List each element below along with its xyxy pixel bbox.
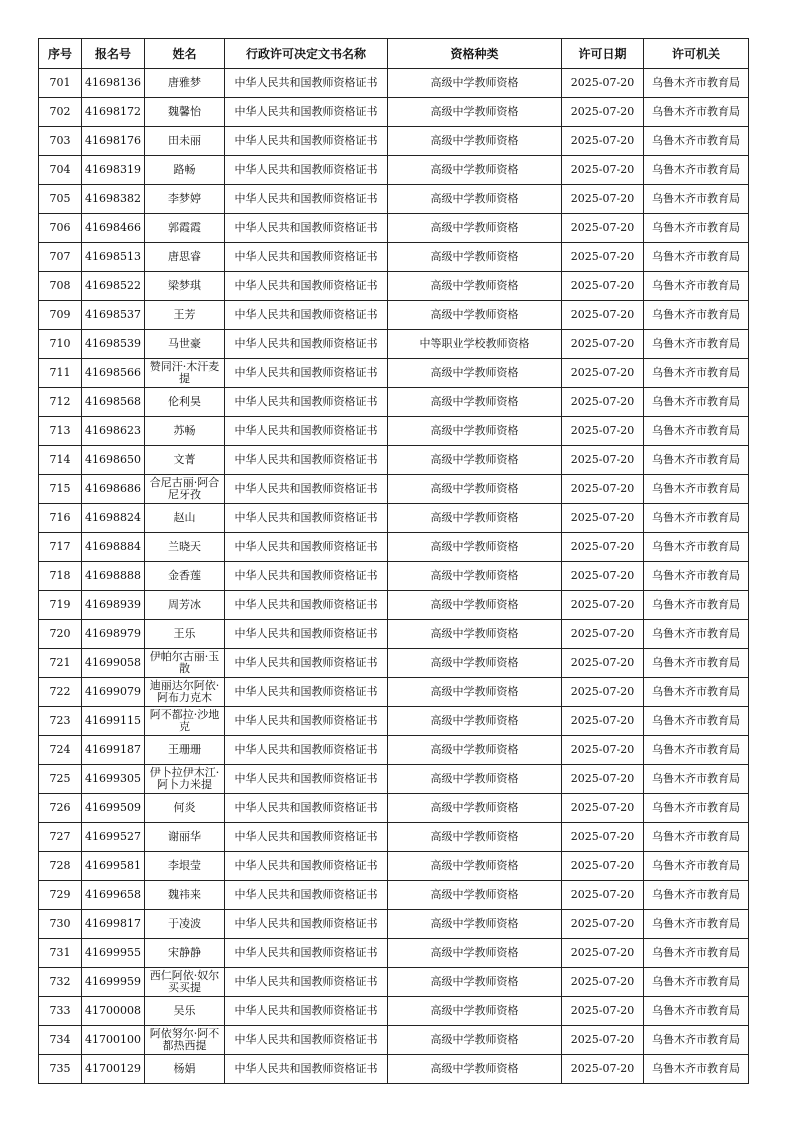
cell-license-date: 2025-07-20 bbox=[562, 156, 644, 185]
cell-document-name: 中华人民共和国教师资格证书 bbox=[225, 852, 388, 881]
cell-license-authority: 乌鲁木齐市教育局 bbox=[644, 678, 749, 707]
cell-name: 郭霞霞 bbox=[145, 214, 225, 243]
cell-license-date: 2025-07-20 bbox=[562, 475, 644, 504]
cell-name: 伦利昊 bbox=[145, 388, 225, 417]
cell-registration-number: 41698513 bbox=[82, 243, 145, 272]
col-header-document-name: 行政许可决定文书名称 bbox=[225, 39, 388, 69]
cell-name: 李梦婷 bbox=[145, 185, 225, 214]
cell-name: 吴乐 bbox=[145, 997, 225, 1026]
cell-document-name: 中华人民共和国教师资格证书 bbox=[225, 243, 388, 272]
cell-document-name: 中华人民共和国教师资格证书 bbox=[225, 881, 388, 910]
cell-index: 708 bbox=[39, 272, 82, 301]
cell-license-authority: 乌鲁木齐市教育局 bbox=[644, 243, 749, 272]
cell-name: 西仁阿依·奴尔买买提 bbox=[145, 968, 225, 997]
table-row bbox=[39, 1055, 749, 1084]
cell-license-authority: 乌鲁木齐市教育局 bbox=[644, 591, 749, 620]
table-row bbox=[39, 533, 749, 562]
cell-document-name: 中华人民共和国教师资格证书 bbox=[225, 504, 388, 533]
cell-qualification-type: 中等职业学校教师资格 bbox=[388, 330, 562, 359]
cell-qualification-type: 高级中学教师资格 bbox=[388, 881, 562, 910]
cell-index: 720 bbox=[39, 620, 82, 649]
cell-qualification-type: 高级中学教师资格 bbox=[388, 272, 562, 301]
table-row bbox=[39, 997, 749, 1026]
cell-document-name: 中华人民共和国教师资格证书 bbox=[225, 69, 388, 98]
cell-document-name: 中华人民共和国教师资格证书 bbox=[225, 591, 388, 620]
cell-registration-number: 41698623 bbox=[82, 417, 145, 446]
cell-registration-number: 41698466 bbox=[82, 214, 145, 243]
cell-document-name: 中华人民共和国教师资格证书 bbox=[225, 533, 388, 562]
cell-document-name: 中华人民共和国教师资格证书 bbox=[225, 823, 388, 852]
cell-license-date: 2025-07-20 bbox=[562, 504, 644, 533]
cell-license-date: 2025-07-20 bbox=[562, 1055, 644, 1084]
cell-index: 725 bbox=[39, 765, 82, 794]
cell-registration-number: 41698979 bbox=[82, 620, 145, 649]
cell-license-date: 2025-07-20 bbox=[562, 98, 644, 127]
cell-name: 合尼古丽·阿合尼牙孜 bbox=[145, 475, 225, 504]
cell-qualification-type: 高级中学教师资格 bbox=[388, 69, 562, 98]
cell-license-date: 2025-07-20 bbox=[562, 185, 644, 214]
cell-name: 王珊珊 bbox=[145, 736, 225, 765]
cell-license-date: 2025-07-20 bbox=[562, 562, 644, 591]
cell-license-date: 2025-07-20 bbox=[562, 939, 644, 968]
cell-document-name: 中华人民共和国教师资格证书 bbox=[225, 968, 388, 997]
cell-index: 712 bbox=[39, 388, 82, 417]
cell-name: 赵山 bbox=[145, 504, 225, 533]
cell-index: 706 bbox=[39, 214, 82, 243]
cell-license-date: 2025-07-20 bbox=[562, 823, 644, 852]
cell-document-name: 中华人民共和国教师资格证书 bbox=[225, 649, 388, 678]
cell-license-date: 2025-07-20 bbox=[562, 765, 644, 794]
cell-qualification-type: 高级中学教师资格 bbox=[388, 794, 562, 823]
cell-license-authority: 乌鲁木齐市教育局 bbox=[644, 968, 749, 997]
cell-registration-number: 41698650 bbox=[82, 446, 145, 475]
cell-qualification-type: 高级中学教师资格 bbox=[388, 910, 562, 939]
cell-license-authority: 乌鲁木齐市教育局 bbox=[644, 475, 749, 504]
cell-index: 716 bbox=[39, 504, 82, 533]
cell-document-name: 中华人民共和国教师资格证书 bbox=[225, 417, 388, 446]
cell-document-name: 中华人民共和国教师资格证书 bbox=[225, 98, 388, 127]
cell-document-name: 中华人民共和国教师资格证书 bbox=[225, 707, 388, 736]
cell-qualification-type: 高级中学教师资格 bbox=[388, 678, 562, 707]
cell-license-authority: 乌鲁木齐市教育局 bbox=[644, 997, 749, 1026]
cell-license-authority: 乌鲁木齐市教育局 bbox=[644, 98, 749, 127]
cell-qualification-type: 高级中学教师资格 bbox=[388, 533, 562, 562]
cell-qualification-type: 高级中学教师资格 bbox=[388, 765, 562, 794]
cell-license-authority: 乌鲁木齐市教育局 bbox=[644, 417, 749, 446]
cell-registration-number: 41698319 bbox=[82, 156, 145, 185]
cell-qualification-type: 高级中学教师资格 bbox=[388, 939, 562, 968]
cell-index: 733 bbox=[39, 997, 82, 1026]
cell-qualification-type: 高级中学教师资格 bbox=[388, 620, 562, 649]
cell-registration-number: 41700008 bbox=[82, 997, 145, 1026]
cell-name: 周芳冰 bbox=[145, 591, 225, 620]
table-row bbox=[39, 504, 749, 533]
cell-index: 735 bbox=[39, 1055, 82, 1084]
cell-index: 721 bbox=[39, 649, 82, 678]
cell-index: 730 bbox=[39, 910, 82, 939]
cell-license-date: 2025-07-20 bbox=[562, 968, 644, 997]
cell-qualification-type: 高级中学教师资格 bbox=[388, 185, 562, 214]
cell-document-name: 中华人民共和国教师资格证书 bbox=[225, 214, 388, 243]
cell-registration-number: 41699817 bbox=[82, 910, 145, 939]
cell-document-name: 中华人民共和国教师资格证书 bbox=[225, 185, 388, 214]
table-row bbox=[39, 794, 749, 823]
col-header-qualification-type: 资格种类 bbox=[388, 39, 562, 69]
cell-license-authority: 乌鲁木齐市教育局 bbox=[644, 388, 749, 417]
cell-qualification-type: 高级中学教师资格 bbox=[388, 968, 562, 997]
table-row bbox=[39, 156, 749, 185]
cell-license-authority: 乌鲁木齐市教育局 bbox=[644, 736, 749, 765]
cell-qualification-type: 高级中学教师资格 bbox=[388, 823, 562, 852]
cell-index: 717 bbox=[39, 533, 82, 562]
cell-qualification-type: 高级中学教师资格 bbox=[388, 446, 562, 475]
table-row bbox=[39, 736, 749, 765]
cell-index: 710 bbox=[39, 330, 82, 359]
cell-document-name: 中华人民共和国教师资格证书 bbox=[225, 910, 388, 939]
cell-name: 马世豪 bbox=[145, 330, 225, 359]
table-row bbox=[39, 330, 749, 359]
cell-index: 731 bbox=[39, 939, 82, 968]
col-header-name: 姓名 bbox=[145, 39, 225, 69]
cell-registration-number: 41698824 bbox=[82, 504, 145, 533]
cell-index: 724 bbox=[39, 736, 82, 765]
cell-registration-number: 41698566 bbox=[82, 359, 145, 388]
cell-qualification-type: 高级中学教师资格 bbox=[388, 562, 562, 591]
cell-index: 713 bbox=[39, 417, 82, 446]
table-body bbox=[39, 69, 749, 1084]
table-row bbox=[39, 69, 749, 98]
cell-license-date: 2025-07-20 bbox=[562, 736, 644, 765]
cell-document-name: 中华人民共和国教师资格证书 bbox=[225, 475, 388, 504]
cell-name: 文菁 bbox=[145, 446, 225, 475]
cell-name: 伊帕尔古丽·玉散 bbox=[145, 649, 225, 678]
cell-license-date: 2025-07-20 bbox=[562, 997, 644, 1026]
cell-index: 709 bbox=[39, 301, 82, 330]
cell-license-authority: 乌鲁木齐市教育局 bbox=[644, 533, 749, 562]
cell-registration-number: 41698382 bbox=[82, 185, 145, 214]
cell-name: 唐思睿 bbox=[145, 243, 225, 272]
cell-registration-number: 41698136 bbox=[82, 69, 145, 98]
cell-license-authority: 乌鲁木齐市教育局 bbox=[644, 1026, 749, 1055]
cell-name: 迪丽达尔阿依·阿布力克木 bbox=[145, 678, 225, 707]
cell-registration-number: 41698686 bbox=[82, 475, 145, 504]
cell-registration-number: 41699527 bbox=[82, 823, 145, 852]
cell-license-authority: 乌鲁木齐市教育局 bbox=[644, 939, 749, 968]
cell-license-authority: 乌鲁木齐市教育局 bbox=[644, 69, 749, 98]
cell-license-date: 2025-07-20 bbox=[562, 127, 644, 156]
cell-license-date: 2025-07-20 bbox=[562, 388, 644, 417]
cell-license-date: 2025-07-20 bbox=[562, 417, 644, 446]
cell-license-authority: 乌鲁木齐市教育局 bbox=[644, 707, 749, 736]
cell-name: 王乐 bbox=[145, 620, 225, 649]
table-row bbox=[39, 707, 749, 736]
cell-license-authority: 乌鲁木齐市教育局 bbox=[644, 272, 749, 301]
table-row bbox=[39, 910, 749, 939]
cell-license-date: 2025-07-20 bbox=[562, 301, 644, 330]
cell-qualification-type: 高级中学教师资格 bbox=[388, 997, 562, 1026]
cell-qualification-type: 高级中学教师资格 bbox=[388, 417, 562, 446]
cell-license-authority: 乌鲁木齐市教育局 bbox=[644, 852, 749, 881]
cell-license-authority: 乌鲁木齐市教育局 bbox=[644, 185, 749, 214]
cell-document-name: 中华人民共和国教师资格证书 bbox=[225, 127, 388, 156]
cell-document-name: 中华人民共和国教师资格证书 bbox=[225, 301, 388, 330]
cell-registration-number: 41699955 bbox=[82, 939, 145, 968]
cell-qualification-type: 高级中学教师资格 bbox=[388, 1055, 562, 1084]
cell-license-authority: 乌鲁木齐市教育局 bbox=[644, 765, 749, 794]
cell-license-authority: 乌鲁木齐市教育局 bbox=[644, 649, 749, 678]
cell-index: 707 bbox=[39, 243, 82, 272]
cell-registration-number: 41699509 bbox=[82, 794, 145, 823]
cell-registration-number: 41698522 bbox=[82, 272, 145, 301]
cell-name: 路畅 bbox=[145, 156, 225, 185]
cell-index: 704 bbox=[39, 156, 82, 185]
cell-registration-number: 41698176 bbox=[82, 127, 145, 156]
cell-name: 谢丽华 bbox=[145, 823, 225, 852]
table-row bbox=[39, 243, 749, 272]
cell-index: 726 bbox=[39, 794, 82, 823]
table-row bbox=[39, 562, 749, 591]
table-row bbox=[39, 1026, 749, 1055]
col-header-license-date: 许可日期 bbox=[562, 39, 644, 69]
table-row bbox=[39, 765, 749, 794]
cell-name: 苏畅 bbox=[145, 417, 225, 446]
cell-qualification-type: 高级中学教师资格 bbox=[388, 98, 562, 127]
table-row bbox=[39, 127, 749, 156]
cell-name: 魏祎来 bbox=[145, 881, 225, 910]
cell-license-authority: 乌鲁木齐市教育局 bbox=[644, 823, 749, 852]
table-row bbox=[39, 185, 749, 214]
cell-license-authority: 乌鲁木齐市教育局 bbox=[644, 562, 749, 591]
table-row bbox=[39, 852, 749, 881]
cell-name: 赞同汗·木汗麦提 bbox=[145, 359, 225, 388]
cell-index: 718 bbox=[39, 562, 82, 591]
cell-registration-number: 41698537 bbox=[82, 301, 145, 330]
cell-qualification-type: 高级中学教师资格 bbox=[388, 359, 562, 388]
table-row bbox=[39, 417, 749, 446]
cell-license-date: 2025-07-20 bbox=[562, 852, 644, 881]
cell-license-date: 2025-07-20 bbox=[562, 678, 644, 707]
cell-license-date: 2025-07-20 bbox=[562, 591, 644, 620]
cell-license-authority: 乌鲁木齐市教育局 bbox=[644, 881, 749, 910]
cell-license-date: 2025-07-20 bbox=[562, 649, 644, 678]
cell-registration-number: 41699079 bbox=[82, 678, 145, 707]
cell-qualification-type: 高级中学教师资格 bbox=[388, 504, 562, 533]
cell-index: 729 bbox=[39, 881, 82, 910]
cell-license-date: 2025-07-20 bbox=[562, 359, 644, 388]
cell-license-date: 2025-07-20 bbox=[562, 533, 644, 562]
cell-license-authority: 乌鲁木齐市教育局 bbox=[644, 214, 749, 243]
col-header-index: 序号 bbox=[39, 39, 82, 69]
cell-name: 伊卜拉伊木江·阿卜力米提 bbox=[145, 765, 225, 794]
cell-name: 李垠莹 bbox=[145, 852, 225, 881]
cell-document-name: 中华人民共和国教师资格证书 bbox=[225, 1055, 388, 1084]
cell-license-authority: 乌鲁木齐市教育局 bbox=[644, 301, 749, 330]
cell-document-name: 中华人民共和国教师资格证书 bbox=[225, 939, 388, 968]
cell-registration-number: 41698939 bbox=[82, 591, 145, 620]
cell-document-name: 中华人民共和国教师资格证书 bbox=[225, 446, 388, 475]
cell-license-authority: 乌鲁木齐市教育局 bbox=[644, 1055, 749, 1084]
cell-license-date: 2025-07-20 bbox=[562, 214, 644, 243]
cell-index: 734 bbox=[39, 1026, 82, 1055]
col-header-license-authority: 许可机关 bbox=[644, 39, 749, 69]
table-row bbox=[39, 98, 749, 127]
cell-registration-number: 41698539 bbox=[82, 330, 145, 359]
cell-qualification-type: 高级中学教师资格 bbox=[388, 591, 562, 620]
cell-registration-number: 41698568 bbox=[82, 388, 145, 417]
table-row bbox=[39, 214, 749, 243]
header-row bbox=[39, 39, 749, 69]
cell-name: 王芳 bbox=[145, 301, 225, 330]
cell-license-authority: 乌鲁木齐市教育局 bbox=[644, 156, 749, 185]
cell-qualification-type: 高级中学教师资格 bbox=[388, 1026, 562, 1055]
cell-name: 阿不都拉·沙地克 bbox=[145, 707, 225, 736]
table-row bbox=[39, 823, 749, 852]
cell-registration-number: 41699115 bbox=[82, 707, 145, 736]
cell-registration-number: 41699581 bbox=[82, 852, 145, 881]
cell-document-name: 中华人民共和国教师资格证书 bbox=[225, 156, 388, 185]
cell-name: 杨娟 bbox=[145, 1055, 225, 1084]
cell-license-authority: 乌鲁木齐市教育局 bbox=[644, 794, 749, 823]
cell-name: 阿依努尔·阿不都热西提 bbox=[145, 1026, 225, 1055]
cell-license-date: 2025-07-20 bbox=[562, 272, 644, 301]
cell-license-authority: 乌鲁木齐市教育局 bbox=[644, 910, 749, 939]
cell-qualification-type: 高级中学教师资格 bbox=[388, 736, 562, 765]
cell-registration-number: 41699658 bbox=[82, 881, 145, 910]
cell-registration-number: 41698884 bbox=[82, 533, 145, 562]
cell-license-date: 2025-07-20 bbox=[562, 69, 644, 98]
table-row bbox=[39, 939, 749, 968]
cell-index: 728 bbox=[39, 852, 82, 881]
table-row bbox=[39, 591, 749, 620]
cell-registration-number: 41700100 bbox=[82, 1026, 145, 1055]
table-row bbox=[39, 620, 749, 649]
table-row bbox=[39, 446, 749, 475]
cell-index: 702 bbox=[39, 98, 82, 127]
cell-registration-number: 41699058 bbox=[82, 649, 145, 678]
table-row bbox=[39, 968, 749, 997]
cell-qualification-type: 高级中学教师资格 bbox=[388, 707, 562, 736]
cell-registration-number: 41700129 bbox=[82, 1055, 145, 1084]
cell-qualification-type: 高级中学教师资格 bbox=[388, 649, 562, 678]
cell-name: 金香莲 bbox=[145, 562, 225, 591]
cell-license-authority: 乌鲁木齐市教育局 bbox=[644, 620, 749, 649]
license-table bbox=[38, 38, 749, 1084]
cell-name: 魏馨怡 bbox=[145, 98, 225, 127]
cell-index: 711 bbox=[39, 359, 82, 388]
cell-index: 714 bbox=[39, 446, 82, 475]
cell-qualification-type: 高级中学教师资格 bbox=[388, 127, 562, 156]
cell-index: 727 bbox=[39, 823, 82, 852]
cell-index: 701 bbox=[39, 69, 82, 98]
cell-qualification-type: 高级中学教师资格 bbox=[388, 301, 562, 330]
cell-index: 703 bbox=[39, 127, 82, 156]
cell-index: 705 bbox=[39, 185, 82, 214]
cell-index: 715 bbox=[39, 475, 82, 504]
cell-index: 722 bbox=[39, 678, 82, 707]
cell-license-authority: 乌鲁木齐市教育局 bbox=[644, 446, 749, 475]
cell-registration-number: 41698172 bbox=[82, 98, 145, 127]
cell-index: 723 bbox=[39, 707, 82, 736]
table-row bbox=[39, 272, 749, 301]
cell-name: 兰晓天 bbox=[145, 533, 225, 562]
cell-qualification-type: 高级中学教师资格 bbox=[388, 156, 562, 185]
cell-license-date: 2025-07-20 bbox=[562, 707, 644, 736]
cell-qualification-type: 高级中学教师资格 bbox=[388, 852, 562, 881]
cell-license-date: 2025-07-20 bbox=[562, 330, 644, 359]
table-row bbox=[39, 475, 749, 504]
table-row bbox=[39, 301, 749, 330]
cell-license-date: 2025-07-20 bbox=[562, 620, 644, 649]
col-header-registration-number: 报名号 bbox=[82, 39, 145, 69]
cell-license-authority: 乌鲁木齐市教育局 bbox=[644, 359, 749, 388]
cell-document-name: 中华人民共和国教师资格证书 bbox=[225, 1026, 388, 1055]
cell-license-date: 2025-07-20 bbox=[562, 794, 644, 823]
cell-name: 梁梦琪 bbox=[145, 272, 225, 301]
cell-name: 于凌波 bbox=[145, 910, 225, 939]
cell-qualification-type: 高级中学教师资格 bbox=[388, 243, 562, 272]
cell-document-name: 中华人民共和国教师资格证书 bbox=[225, 678, 388, 707]
cell-registration-number: 41698888 bbox=[82, 562, 145, 591]
cell-license-authority: 乌鲁木齐市教育局 bbox=[644, 504, 749, 533]
cell-license-date: 2025-07-20 bbox=[562, 243, 644, 272]
cell-document-name: 中华人民共和国教师资格证书 bbox=[225, 562, 388, 591]
table-row bbox=[39, 359, 749, 388]
cell-license-date: 2025-07-20 bbox=[562, 881, 644, 910]
table-row bbox=[39, 388, 749, 417]
cell-name: 何炎 bbox=[145, 794, 225, 823]
cell-qualification-type: 高级中学教师资格 bbox=[388, 475, 562, 504]
table-row bbox=[39, 881, 749, 910]
cell-document-name: 中华人民共和国教师资格证书 bbox=[225, 388, 388, 417]
cell-index: 719 bbox=[39, 591, 82, 620]
cell-name: 田未丽 bbox=[145, 127, 225, 156]
cell-license-authority: 乌鲁木齐市教育局 bbox=[644, 127, 749, 156]
cell-name: 唐雅梦 bbox=[145, 69, 225, 98]
cell-license-date: 2025-07-20 bbox=[562, 910, 644, 939]
cell-document-name: 中华人民共和国教师资格证书 bbox=[225, 359, 388, 388]
cell-document-name: 中华人民共和国教师资格证书 bbox=[225, 330, 388, 359]
cell-license-date: 2025-07-20 bbox=[562, 446, 644, 475]
cell-name: 宋静静 bbox=[145, 939, 225, 968]
table-row bbox=[39, 678, 749, 707]
table-row bbox=[39, 649, 749, 678]
cell-document-name: 中华人民共和国教师资格证书 bbox=[225, 794, 388, 823]
cell-index: 732 bbox=[39, 968, 82, 997]
cell-document-name: 中华人民共和国教师资格证书 bbox=[225, 765, 388, 794]
cell-license-date: 2025-07-20 bbox=[562, 1026, 644, 1055]
cell-qualification-type: 高级中学教师资格 bbox=[388, 214, 562, 243]
cell-registration-number: 41699187 bbox=[82, 736, 145, 765]
cell-document-name: 中华人民共和国教师资格证书 bbox=[225, 997, 388, 1026]
cell-qualification-type: 高级中学教师资格 bbox=[388, 388, 562, 417]
cell-license-authority: 乌鲁木齐市教育局 bbox=[644, 330, 749, 359]
cell-registration-number: 41699305 bbox=[82, 765, 145, 794]
cell-document-name: 中华人民共和国教师资格证书 bbox=[225, 736, 388, 765]
cell-document-name: 中华人民共和国教师资格证书 bbox=[225, 620, 388, 649]
cell-registration-number: 41699959 bbox=[82, 968, 145, 997]
cell-document-name: 中华人民共和国教师资格证书 bbox=[225, 272, 388, 301]
